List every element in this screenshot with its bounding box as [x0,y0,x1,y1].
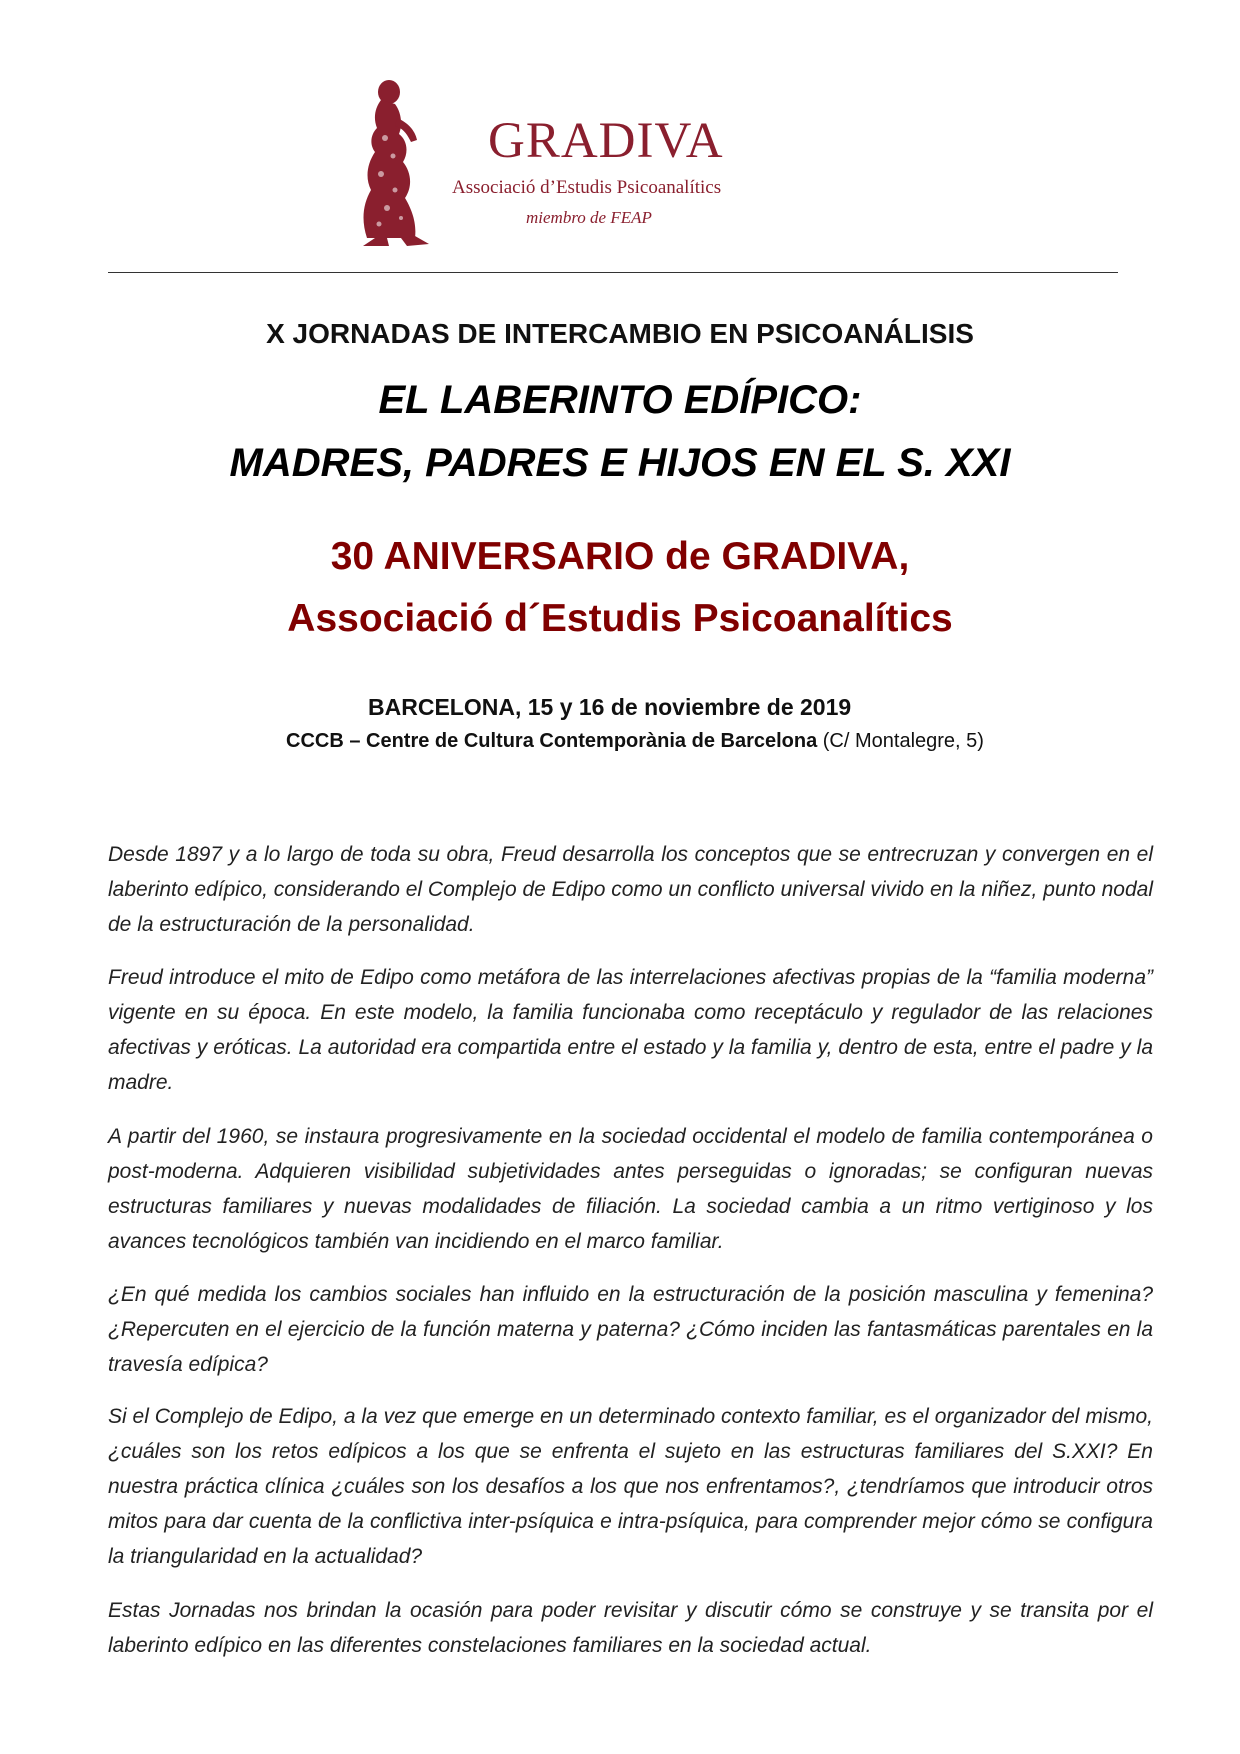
brand-name: GRADIVA [488,113,724,169]
venue-address: (C/ Montalegre, 5) [817,730,984,752]
body-paragraph-3: A partir del 1960, se instaura progresivamente en la sociedad occidental el modelo de familia contemporánea o post-moderna. Adquieren visibilidad subjetividades antes perseguidas o ignoradas; se configuran nuevas estructuras familiares y nuevas modalidades de filiación. La sociedad cambia a un ritmo vertiginoso y los avances tecnológicos también van incidiendo en el marco familiar. [108,1125,1153,1253]
brand-membership: miembro de FEAP [526,208,652,227]
body-paragraph-6: Estas Jornadas nos brindan la ocasión para poder revisitar y discutir cómo se construye y se transita por el laberinto edípico en las diferentes constelaciones familiares en la sociedad actual. [108,1599,1153,1657]
body-paragraph-5: Si el Complejo de Edipo, a la vez que emerge en un determinado contexto familiar, es el organizador del mismo, ¿cuáles son los retos edípicos a los que se enfrenta el sujeto en las estructuras familiares del S.XXI? En nuestra práctica clínica ¿cuáles son los desafíos a los que nos enfrentamos?, ¿tendríamos que introducir otros mitos para dar cuenta de la conflictiva inter-psíquica e intra-psíquica, para comprender mejor cómo se configura la triangularidad en la actualidad? [108,1405,1153,1568]
letterhead [0,60,1240,260]
event-venue [286,730,984,753]
header-divider [108,272,1118,273]
main-title-line1: EL LABERINTO EDÍPICO: [378,378,862,422]
anniversary-line2: Associació d´Estudis Psicoanalítics [287,597,953,640]
gradiva-figure-logo [345,78,445,248]
main-title-line2: MADRES, PADRES E HIJOS EN EL S. XXI [229,441,1011,485]
body-paragraph-2: Freud introduce el mito de Edipo como metáfora de las interrelaciones afectivas propias de la “familia moderna” vigente en su época. En este modelo, la familia funcionaba como receptáculo y regulador de las relaciones afectivas y eróticas. La autoridad era compartida entre el estado y la familia y, dentro de esta, entre el padre y la madre. [108,966,1153,1094]
event-date: BARCELONA, 15 y 16 de noviembre de 2019 [368,694,852,720]
body-paragraph-4: ¿En qué medida los cambios sociales han influido en la estructuración de la posición masculina y femenina? ¿Repercuten en el ejercicio de la función materna y paterna? ¿Cómo inciden las fantasmáticas parentales en la travesía edípica? [108,1283,1153,1376]
brand-subtitle: Associació d’Estudis Psicoanalítics [452,177,722,198]
body-paragraph-1: Desde 1897 y a lo largo de toda su obra, Freud desarrolla los conceptos que se entrecruzan y convergen en el laberinto edípico, considerando el Complejo de Edipo como un conflicto universal vivido en la niñez, punto nodal de la estructuración de la personalidad. [108,843,1153,936]
anniversary-line1: 30 ANIVERSARIO de GRADIVA, [330,535,910,578]
venue-name: CCCB – Centre de Cultura Contemporània de Barcelona [286,730,818,752]
conference-title: X JORNADAS DE INTERCAMBIO EN PSICOANÁLISIS [266,318,974,349]
